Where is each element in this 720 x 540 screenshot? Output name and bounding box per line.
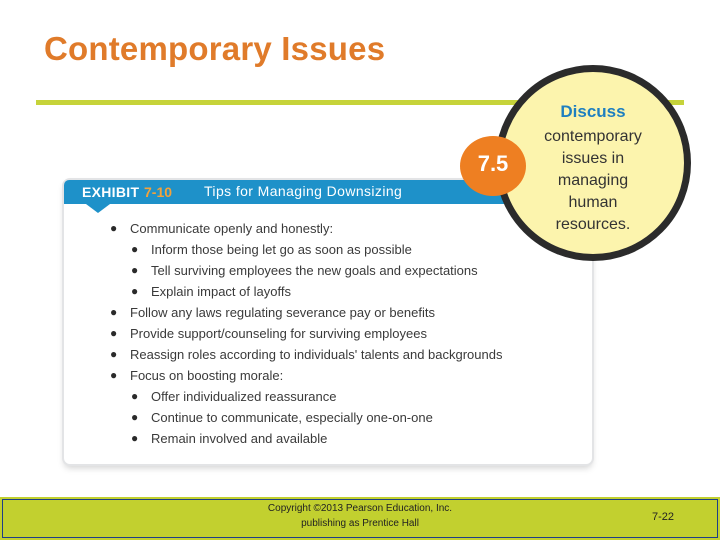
slide-title: Contemporary Issues <box>44 30 386 67</box>
objective-number: 7.5 <box>477 151 509 176</box>
tip-text: Focus on boosting morale: <box>130 368 284 383</box>
tip-text: Reassign roles according to individuals' talents and backgrounds <box>130 347 503 362</box>
bullet-icon: ● <box>131 263 139 277</box>
tip-item <box>110 305 435 320</box>
tip-subitem <box>131 431 328 446</box>
bullet-icon: ● <box>110 347 118 361</box>
objective-line: human <box>568 194 618 211</box>
exhibit-number: 7-10 <box>144 184 173 200</box>
exhibit-label: EXHIBIT <box>82 184 140 200</box>
tip-subitem <box>131 410 433 425</box>
bullet-icon: ● <box>110 368 118 382</box>
bullet-icon: ● <box>131 389 139 403</box>
publisher-line: publishing as Prentice Hall <box>301 518 419 529</box>
objective-text <box>516 126 670 236</box>
tip-text: Continue to communicate, especially one-on-one <box>151 410 433 425</box>
bullet-icon: ● <box>131 284 139 298</box>
tip-text: Offer individualized reassurance <box>151 389 337 404</box>
bullet-icon: ● <box>110 305 118 319</box>
tip-text: Provide support/counseling for surviving employees <box>130 326 427 341</box>
bullet-icon: ● <box>131 431 139 445</box>
page-number: 7-22 <box>652 511 675 523</box>
tip-item <box>110 326 427 341</box>
tip-subitem <box>131 284 291 299</box>
footer-bar <box>0 497 720 540</box>
tip-subitem <box>131 263 478 278</box>
tip-text: Remain involved and available <box>151 431 328 446</box>
exhibit-header-notch <box>86 204 110 213</box>
bullet-icon: ● <box>131 410 139 424</box>
tip-text: Communicate openly and honestly: <box>130 221 334 236</box>
objective-line: contemporary <box>544 128 642 145</box>
tip-text: Follow any laws regulating severance pay or benefits <box>130 305 435 320</box>
tip-subitem <box>131 389 337 404</box>
bullet-icon: ● <box>131 242 139 256</box>
exhibit-title: Tips for Managing Downsizing <box>204 183 403 199</box>
objective-line: issues in <box>561 150 625 167</box>
objective-verb: Discuss <box>560 102 626 121</box>
tip-text: Inform those being let go as soon as possible <box>151 242 412 257</box>
objective-line: resources. <box>555 216 631 233</box>
objective-line: managing <box>557 172 629 189</box>
tip-text: Explain impact of layoffs <box>151 284 291 299</box>
copyright-line: Copyright ©2013 Pearson Education, Inc. <box>267 503 453 514</box>
bullet-icon: ● <box>110 221 118 235</box>
bullet-icon: ● <box>110 326 118 340</box>
tip-subitem <box>131 242 412 257</box>
tip-item <box>110 221 334 236</box>
exhibit-card <box>64 180 592 464</box>
tip-text: Tell surviving employees the new goals and expectations <box>151 263 478 278</box>
tip-item <box>110 347 503 362</box>
objective-number-badge <box>460 136 526 196</box>
tip-item <box>110 368 284 383</box>
